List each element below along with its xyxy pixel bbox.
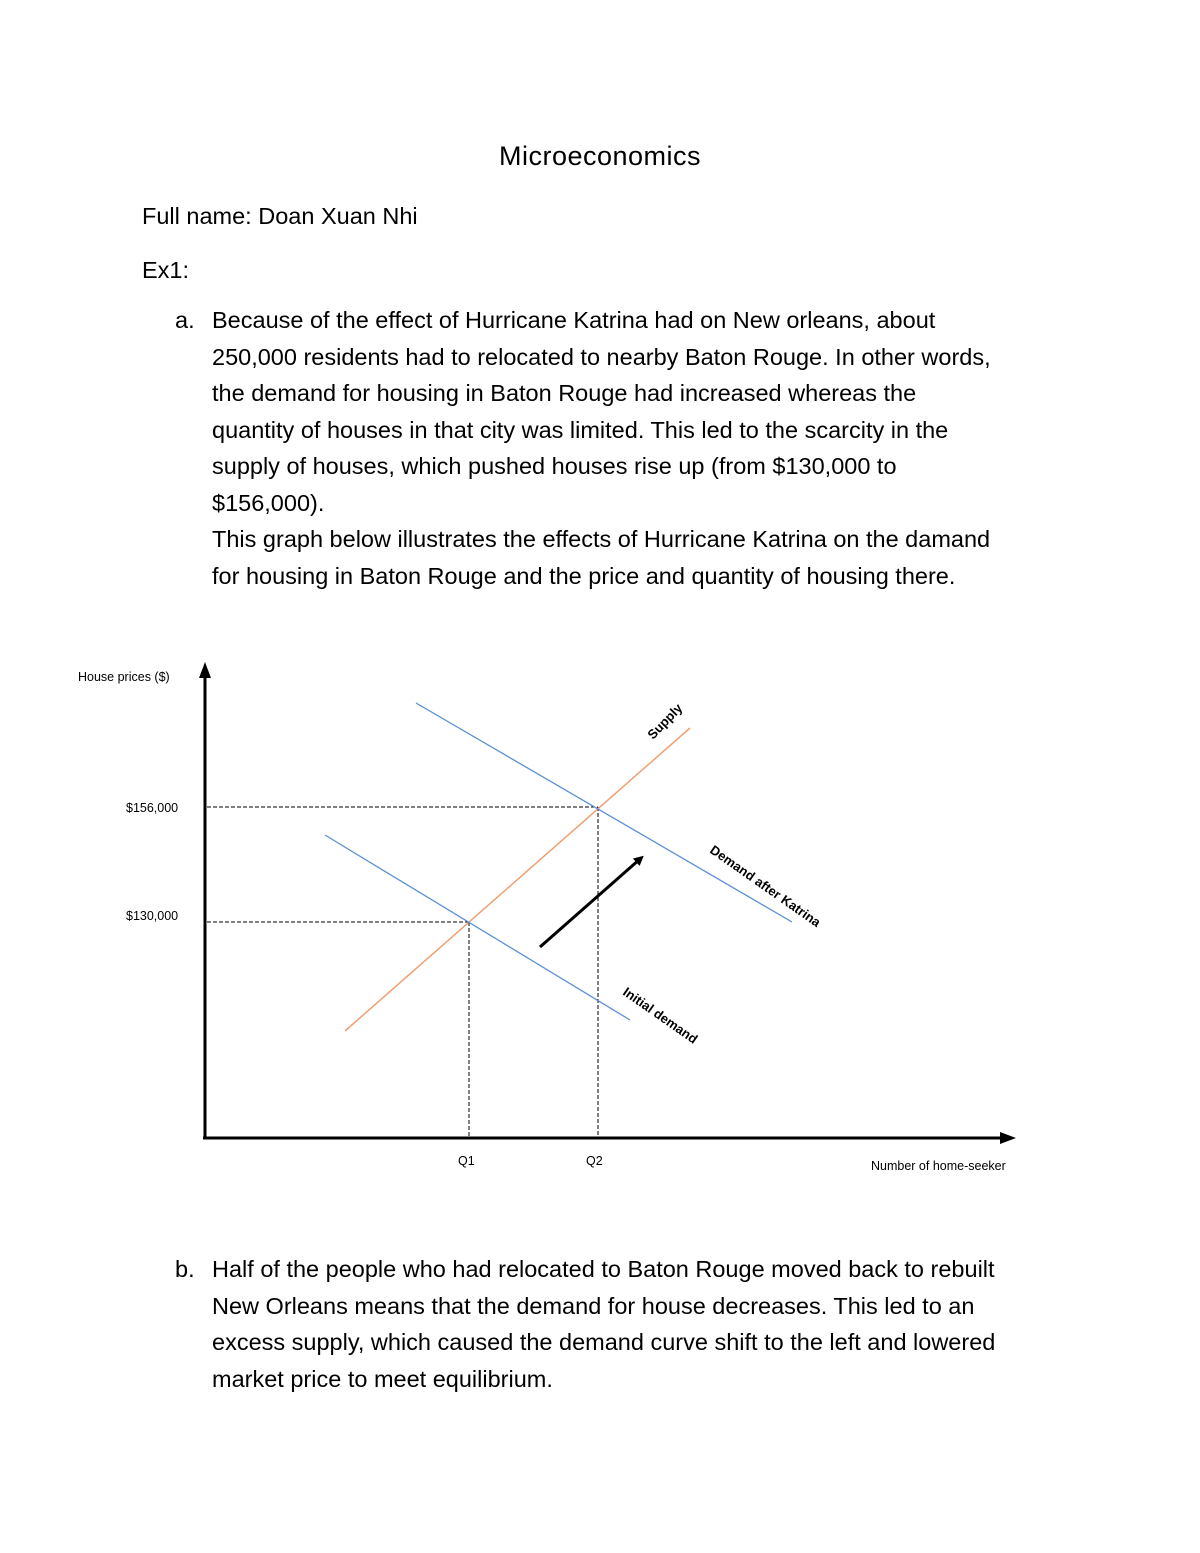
demand-after-katrina-label: Demand after Katrina <box>707 842 824 930</box>
quantity-label-q1: Q1 <box>458 1154 475 1168</box>
price-label-high: $156,000 <box>126 801 179 815</box>
initial-demand-label: Initial demand <box>620 984 701 1047</box>
paragraph-line: $156,000). <box>212 489 325 516</box>
paragraph-line: New Orleans means that the demand for house decreases. This led to an <box>212 1292 975 1319</box>
paragraph-line: supply of houses, which pushed houses rise up (from $130,000 to <box>212 453 897 479</box>
demand-shift-arrow-icon <box>540 859 640 947</box>
initial-demand-curve <box>325 835 630 1020</box>
quantity-label-q2: Q2 <box>586 1154 603 1168</box>
list-marker-a: a. <box>175 307 195 333</box>
paragraph-line: the demand for housing in Baton Rouge had increased whereas the <box>212 380 917 406</box>
paragraph-a <box>212 302 1092 594</box>
paragraph-line: Half of the people who had relocated to Baton Rouge moved back to rebuilt <box>212 1256 995 1282</box>
price-label-low: $130,000 <box>126 909 179 923</box>
paragraph-line: This graph below illustrates the effects of Hurricane Katrina on the damand <box>212 526 991 552</box>
list-marker-b: b. <box>175 1256 195 1282</box>
paragraph-line: 250,000 residents had to relocated to nearby Baton Rouge. In other words, <box>212 343 991 370</box>
y-axis-arrow-icon <box>199 662 211 678</box>
paragraph-b <box>212 1251 1092 1397</box>
document-title: Microeconomics <box>498 141 702 171</box>
y-axis-label: House prices ($) <box>78 670 170 684</box>
supply-demand-diagram <box>0 640 1200 1200</box>
supply-curve-label: Supply <box>644 700 686 743</box>
exercise-label: Ex1: <box>142 257 190 283</box>
paragraph-line: market price to meet equilibrium. <box>212 1365 553 1392</box>
paragraph-line: for housing in Baton Rouge and the price and quantity of housing there. <box>212 562 956 589</box>
paragraph-line: Because of the effect of Hurricane Katrina had on New orleans, about <box>212 307 936 333</box>
paragraph-line: quantity of houses in that city was limited. This led to the scarcity in the <box>212 416 949 443</box>
paragraph-line: excess supply, which caused the demand curve shift to the left and lowered <box>212 1329 996 1355</box>
x-axis-label: Number of home-seeker <box>871 1159 1006 1173</box>
x-axis-arrow-icon <box>1000 1132 1016 1144</box>
supply-curve <box>345 728 690 1031</box>
full-name-line: Full name: Doan Xuan Nhi <box>142 203 418 229</box>
